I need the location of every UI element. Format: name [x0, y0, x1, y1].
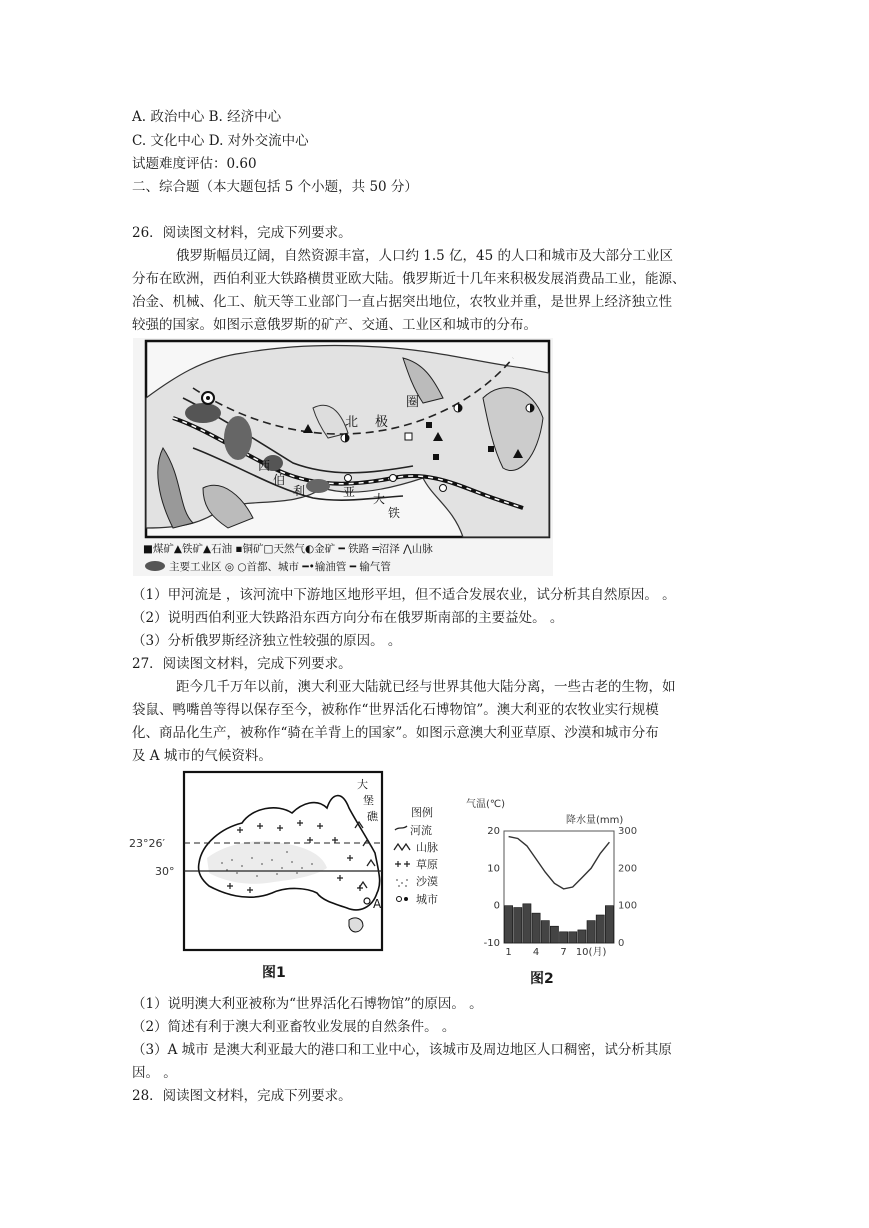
russia-map-svg	[133, 338, 553, 576]
precip-bar	[560, 932, 568, 943]
q26-paragraph-line: 冶金、机械、化工、航天等工业部门一直占据突出地位，农牧业并重，是世界上经济独立性	[132, 294, 672, 310]
legend-title: 图例	[411, 806, 433, 819]
mountain-icon	[394, 844, 410, 850]
x-tick: 7	[560, 947, 567, 958]
precip-bar	[523, 904, 531, 943]
legend-item: 河流	[410, 824, 432, 837]
map-label: 西	[258, 459, 271, 473]
q27-paragraph-line: 距今几千万年以前，澳大利亚大陆就已经与世界其他大陆分离，一些古老的生物，如	[176, 679, 676, 695]
x-tick: 10(月)	[575, 947, 607, 958]
river-icon	[395, 826, 407, 830]
figure-1-caption: 图1	[262, 965, 286, 981]
q27-title: 27．阅读图文材料，完成下列要求。	[132, 656, 352, 672]
y-right-tick: 300	[618, 826, 638, 837]
latitude-label: 23°26′	[129, 837, 165, 850]
y-left-tick: 10	[487, 863, 500, 875]
city-icon	[397, 897, 409, 902]
precip-bar	[596, 915, 604, 943]
q26-title: 26．阅读图文材料，完成下列要求。	[132, 225, 352, 241]
climate-chart-figure	[466, 795, 646, 965]
precip-bar	[532, 913, 540, 943]
map-label: 极	[375, 415, 389, 430]
q26-sub-2: （2）说明西伯利亚大铁路沿东西方向分布在俄罗斯南部的主要益处。 。	[132, 610, 564, 626]
map-label: 铁	[388, 506, 401, 520]
australia-map-svg	[127, 768, 457, 983]
map-label: 伯	[273, 473, 286, 487]
grassland-icon	[395, 861, 410, 867]
precip-bar	[505, 906, 513, 943]
map-label: 利	[293, 484, 306, 498]
precip-bar	[514, 908, 522, 943]
q27-paragraph-line: 化、商品化生产，被称作“骑在羊背上的国家”。如图示意澳大利亚草原、沙漠和城市分布	[132, 725, 659, 741]
q28-title: 28．阅读图文材料，完成下列要求。	[132, 1088, 352, 1104]
y-left-tick: -10	[483, 938, 500, 949]
latitude-label: 30°	[155, 865, 175, 878]
y-left-tick: 20	[487, 826, 500, 837]
x-tick: 4	[532, 947, 540, 958]
russia-map-figure	[133, 338, 553, 576]
y-left-axis-label: 气温(℃)	[466, 799, 506, 810]
difficulty-line: 试题难度评估：0.60	[132, 156, 257, 172]
legend-item: 城市	[416, 893, 438, 906]
city-a-label: A	[373, 897, 382, 911]
q26-sub-1: （1）甲河流是 ，该河流中下游地区地形平坦，但不适合发展农业，试分析其自然原因。 。	[132, 587, 676, 603]
barrier-reef-label: 礁	[367, 810, 378, 823]
q27-sub-2: （2）简述有利于澳大利亚畜牧业发展的自然条件。 。	[132, 1019, 456, 1035]
temperature-line	[509, 837, 610, 889]
section-heading: 二、综合题（本大题包括 5 个小题，共 50 分）	[132, 179, 418, 195]
map-label: 北	[345, 415, 359, 430]
barrier-reef-label: 堡	[363, 794, 374, 807]
russia-legend-row1: ■煤矿▲铁矿▲石油 ▪铜矿□天然气◐金矿 ━ 铁路 ═沼泽 ⋀山脉	[143, 543, 433, 555]
q26-sub-3: （3）分析俄罗斯经济独立性较强的原因。 。	[132, 633, 402, 649]
barrier-reef-label: 大	[357, 778, 368, 791]
precip-bar	[605, 906, 613, 943]
y-right-axis-label: 降水量(mm)	[566, 815, 624, 826]
figure-2-caption: 图2	[530, 971, 554, 987]
q27-sub-3: （3）A 城市 是澳大利亚最大的港口和工业中心，该城市及周边地区人口稠密，试分析其原	[132, 1042, 672, 1058]
desert-icon	[396, 879, 408, 887]
q27-paragraph-line: 袋鼠、鸭嘴兽等得以保存至今，被称作“世界活化石博物馆”。澳大利亚的农牧业实行规模	[132, 702, 659, 718]
legend-item: 草原	[416, 858, 438, 871]
map-label: 圈	[406, 395, 420, 410]
q26-paragraph-line: 俄罗斯幅员辽阔，自然资源丰富，人口约 1.5 亿，45 的人口和城市及大部分工业区	[176, 248, 674, 264]
precip-bar	[587, 921, 595, 943]
q27-paragraph-line: 及 A 城市的气候资料。	[132, 748, 272, 764]
y-right-tick: 200	[618, 863, 638, 875]
q26-paragraph-line: 分布在欧洲，西伯利亚大铁路横贯亚欧大陆。俄罗斯近十几年来积极发展消费品工业，能源、	[132, 271, 686, 287]
q27-sub-1: （1）说明澳大利亚被称为“世界活化石博物馆”的原因。 。	[132, 996, 483, 1012]
y-right-tick: 100	[618, 900, 638, 912]
precip-bar	[541, 921, 549, 943]
option-line-cd: C. 文化中心 D. 对外交流中心	[132, 133, 309, 149]
q26-paragraph-line: 较强的国家。如图示意俄罗斯的矿产、交通、工业区和城市的分布。	[132, 317, 537, 333]
q27-sub-3-cont: 因。 。	[132, 1065, 177, 1081]
map-label: 亚	[343, 485, 356, 499]
y-left-tick: 0	[493, 900, 500, 912]
precip-bar	[569, 932, 577, 943]
climate-chart	[466, 795, 646, 965]
x-tick: 1	[505, 947, 512, 958]
precip-bar	[578, 930, 586, 943]
map-label: 大	[373, 492, 386, 506]
russia-legend-row2: 主要工业区 ◎ ○首都、城市 ━•输油管 ━ 输气管	[169, 561, 391, 573]
precip-bar	[550, 926, 558, 943]
legend-item: 沙漠	[416, 875, 438, 888]
y-right-tick: 0	[618, 938, 625, 949]
option-line-ab: A. 政治中心 B. 经济中心	[132, 109, 282, 125]
legend-item: 山脉	[416, 841, 438, 854]
australia-map-figure	[127, 768, 457, 983]
